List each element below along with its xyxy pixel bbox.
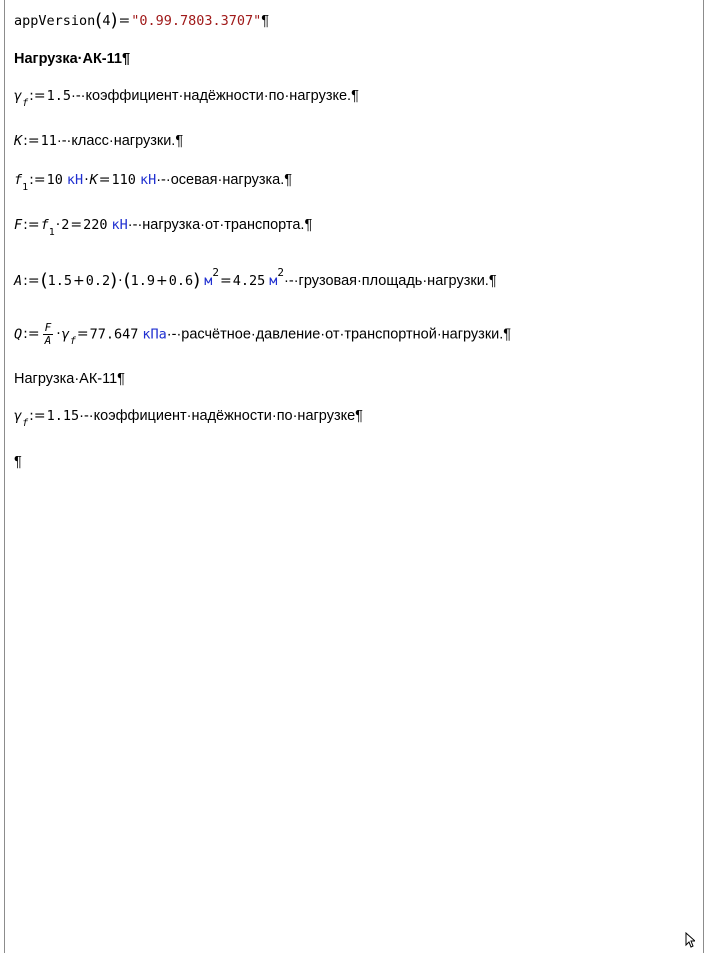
mouse-pointer-icon xyxy=(685,932,695,948)
f-total-definition[interactable] xyxy=(14,216,312,236)
plain-text: Нагрузка·АК-11¶ xyxy=(14,371,125,387)
exponent: 2 xyxy=(212,266,219,279)
variable-q: Q xyxy=(14,326,23,343)
close-paren: ) xyxy=(193,270,201,291)
app-version-region[interactable] xyxy=(14,12,269,30)
result-unit: м xyxy=(269,273,278,289)
close-paren: ) xyxy=(110,270,118,291)
value: 1.5 xyxy=(46,88,72,104)
assign-operator: := xyxy=(29,408,46,424)
variable-gamma: γ xyxy=(61,326,70,343)
open-paren: ( xyxy=(40,270,48,291)
value: 1.15 xyxy=(46,408,80,424)
function-arg: 4 xyxy=(102,13,111,29)
multiply-dot: · xyxy=(56,326,61,343)
variable-gamma: γ xyxy=(14,88,23,104)
exponent: 2 xyxy=(277,266,285,279)
variable-gamma: γ xyxy=(14,408,23,424)
multiplier: 2 xyxy=(61,217,70,233)
result: 4.25 xyxy=(232,273,266,289)
gamma-f-definition[interactable] xyxy=(14,87,359,107)
comment-text: ·-·коэффициент·надёжности·по·нагрузке¶ xyxy=(79,408,363,424)
unit: кПа xyxy=(142,326,167,343)
variable-f: f xyxy=(40,217,49,233)
result-unit: кН xyxy=(139,172,157,188)
variable-a: A xyxy=(14,273,23,289)
assign-operator: := xyxy=(23,326,40,343)
subscript: f xyxy=(69,336,76,348)
subscript: f xyxy=(22,418,29,429)
equals-sign: = xyxy=(98,172,111,188)
function-name: appVersion xyxy=(14,13,96,29)
open-paren: ( xyxy=(123,270,131,291)
section-heading[interactable] xyxy=(14,50,130,68)
equals-sign: = xyxy=(220,273,232,289)
variable-k: K xyxy=(14,133,23,149)
open-paren: ( xyxy=(95,10,103,31)
multiply-dot: · xyxy=(84,172,89,188)
assign-operator: := xyxy=(23,133,40,149)
multiply-dot: · xyxy=(118,273,123,289)
close-paren: ) xyxy=(110,10,118,31)
subscript: 1 xyxy=(48,227,55,238)
plus-sign: + xyxy=(73,273,85,289)
fraction xyxy=(43,322,54,347)
variable-k: K xyxy=(89,172,98,188)
unit: кН xyxy=(111,217,128,233)
operand: 1.9 xyxy=(130,273,156,289)
variable-f: f xyxy=(14,172,23,188)
multiply-dot: · xyxy=(55,217,61,233)
equals-sign: = xyxy=(70,217,83,233)
comment-text: ·-·коэффициент·надёжности·по·нагрузке.¶ xyxy=(71,88,359,104)
assign-operator: := xyxy=(23,217,40,233)
operand: 0.6 xyxy=(168,273,194,289)
value: 10 xyxy=(46,172,63,188)
empty-paragraph[interactable] xyxy=(14,453,22,471)
comment-text: ·-·нагрузка·от·транспорта.¶ xyxy=(127,217,313,233)
heading-text: Нагрузка·АК-11¶ xyxy=(14,51,131,67)
result: 77.647 xyxy=(89,326,139,343)
value: 11 xyxy=(40,133,57,149)
pilcrow: ¶ xyxy=(261,13,270,29)
subscript: 1 xyxy=(22,182,29,193)
result: 220 xyxy=(83,217,108,233)
text-region[interactable] xyxy=(14,370,125,388)
worksheet-page[interactable] xyxy=(4,0,704,953)
pilcrow: ¶ xyxy=(14,454,22,470)
subscript: f xyxy=(22,98,29,109)
result: 110 xyxy=(111,172,136,188)
plus-sign: + xyxy=(156,273,168,289)
assign-operator: := xyxy=(29,172,46,188)
k-definition[interactable] xyxy=(14,132,183,150)
unit: м xyxy=(204,273,213,289)
version-string: "0.99.7803.3707" xyxy=(131,13,262,29)
assign-operator: := xyxy=(29,88,46,104)
gamma-f-redefinition[interactable] xyxy=(14,407,363,427)
pressure-definition[interactable] xyxy=(14,322,511,347)
operand: 0.2 xyxy=(85,273,111,289)
numerator: F xyxy=(44,321,52,334)
operand: 1.5 xyxy=(47,273,73,289)
comment-text: ·-·осевая·нагрузка.¶ xyxy=(156,172,293,188)
comment-text: ·-·расчётное·давление·от·транспортной·нагрузки.¶ xyxy=(166,326,512,343)
area-definition[interactable] xyxy=(14,266,497,291)
assign-operator: := xyxy=(23,273,40,289)
equals-sign: = xyxy=(76,326,89,343)
comment-text: ·-·грузовая·площадь·нагрузки.¶ xyxy=(284,273,497,289)
equals-sign: = xyxy=(118,13,131,29)
variable-f-total: F xyxy=(14,217,23,233)
unit: кН xyxy=(66,172,84,188)
f1-definition[interactable] xyxy=(14,171,292,191)
denominator: A xyxy=(44,334,52,347)
comment-text: ·-·класс·нагрузки.¶ xyxy=(56,133,184,149)
